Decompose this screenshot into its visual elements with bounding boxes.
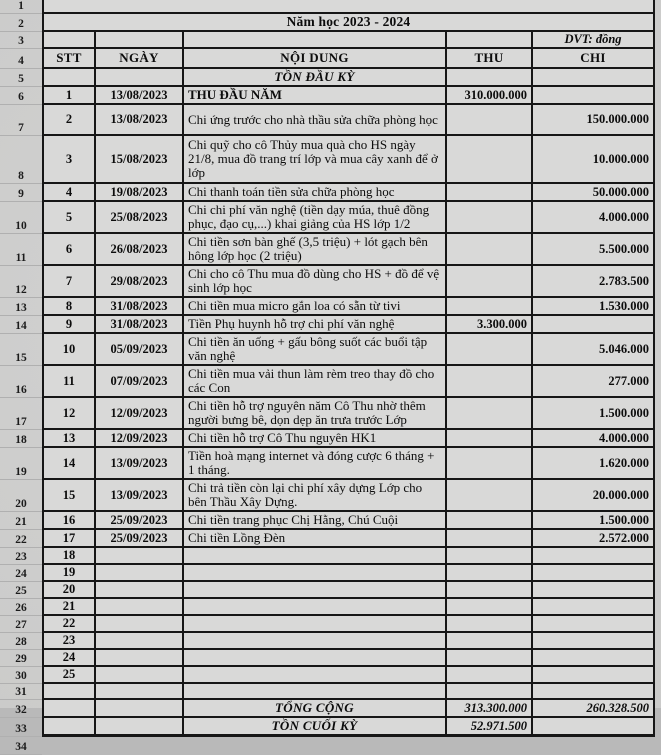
total-row <box>0 700 655 718</box>
cell-desc[interactable]: Chi quỹ cho cô Thủy mua quà cho HS ngày 21/8, mua đồ trang trí lớp và mua cây xanh để ở lớp <box>184 136 447 184</box>
cell-stt[interactable]: 18 <box>42 548 96 565</box>
cell-date[interactable]: 31/08/2023 <box>96 316 184 334</box>
cell-stt[interactable]: 7 <box>42 266 96 298</box>
table-row <box>0 105 655 136</box>
cell-chi[interactable]: 2.572.000 <box>533 530 655 548</box>
cell-thu[interactable] <box>447 480 533 512</box>
cell-thu[interactable] <box>447 69 533 87</box>
cell-date[interactable] <box>96 548 184 565</box>
cell-stt[interactable]: 9 <box>42 316 96 334</box>
cell-desc[interactable]: Chi tiền hỗ trợ nguyên năm Cô Thu nhờ thêm người bưng bê, dọn dẹp ăn trưa trước Lớp <box>184 398 447 430</box>
section-row <box>0 69 655 87</box>
cell-date[interactable] <box>96 616 184 633</box>
row-number[interactable]: 29 <box>0 650 42 667</box>
cell-desc[interactable]: Tiền Phụ huynh hỗ trợ chi phí văn nghệ <box>184 316 447 334</box>
table-row <box>0 298 655 316</box>
cell-date[interactable] <box>96 684 184 700</box>
table-row <box>0 582 655 599</box>
cell-desc[interactable]: Chi thanh toán tiền sửa chữa phòng học <box>184 184 447 202</box>
cell-stt[interactable]: 17 <box>42 530 96 548</box>
row-number[interactable]: 6 <box>0 87 42 105</box>
closing-row <box>0 718 655 737</box>
cell-chi[interactable]: 2.783.500 <box>533 266 655 298</box>
cell-thu[interactable] <box>447 616 533 633</box>
row-number[interactable]: 28 <box>0 633 42 650</box>
cell-thu[interactable] <box>447 599 533 616</box>
row-number[interactable]: 1 <box>0 0 42 14</box>
row-number[interactable]: 4 <box>0 49 42 69</box>
cell-desc[interactable]: Tiền hoà mạng internet và đóng cược 6 tháng + 1 tháng. <box>184 448 447 480</box>
cell-thu[interactable] <box>447 565 533 582</box>
cell-date[interactable] <box>96 633 184 650</box>
cell-date[interactable] <box>96 718 184 737</box>
cell-date[interactable]: 29/08/2023 <box>96 266 184 298</box>
row-number[interactable]: 21 <box>0 512 42 530</box>
cell-stt[interactable]: 8 <box>42 298 96 316</box>
cell-chi[interactable] <box>533 548 655 565</box>
cell-date[interactable]: 25/08/2023 <box>96 202 184 234</box>
table-row <box>0 616 655 633</box>
cell-chi[interactable] <box>533 616 655 633</box>
row-number[interactable]: 12 <box>0 266 42 298</box>
row-number[interactable]: 5 <box>0 69 42 87</box>
total-thu-cell[interactable]: 313.300.000 <box>447 700 533 718</box>
cell-stt[interactable]: 22 <box>42 616 96 633</box>
cell-desc[interactable] <box>184 667 447 684</box>
cell-date[interactable]: 13/09/2023 <box>96 448 184 480</box>
cell-date[interactable]: 12/09/2023 <box>96 398 184 430</box>
row-number[interactable]: 10 <box>0 202 42 234</box>
cell-date[interactable] <box>96 582 184 599</box>
cell-stt[interactable]: 6 <box>42 234 96 266</box>
cell-chi[interactable] <box>533 667 655 684</box>
cell-date[interactable]: 19/08/2023 <box>96 184 184 202</box>
table-row <box>0 448 655 480</box>
header-ngay[interactable]: NGÀY <box>96 49 184 69</box>
cell-thu[interactable] <box>447 684 533 700</box>
unit-row <box>0 32 655 49</box>
cell-desc[interactable]: Chi ứng trước cho nhà thầu sửa chữa phòng học <box>184 105 447 136</box>
header-stt[interactable]: STT <box>42 49 96 69</box>
cell-stt[interactable]: 1 <box>42 87 96 105</box>
cell-date[interactable]: 15/08/2023 <box>96 136 184 184</box>
cell-thu[interactable] <box>447 202 533 234</box>
cell-stt[interactable]: 2 <box>42 105 96 136</box>
table-row <box>0 234 655 266</box>
cell-stt[interactable]: 24 <box>42 650 96 667</box>
table-row <box>0 684 655 700</box>
cell-desc[interactable]: Chi trả tiền còn lại chi phí xây dựng Lớp cho bên Thầu Xây Dựng. <box>184 480 447 512</box>
table-row <box>0 202 655 234</box>
cell-desc[interactable]: Chi tiền sơn bàn ghế (3,5 triệu) + lót gạch bên hông lớp học (2 triệu) <box>184 234 447 266</box>
row-number[interactable]: 15 <box>0 334 42 366</box>
row-number[interactable]: 16 <box>0 366 42 398</box>
table-row <box>0 366 655 398</box>
table-row <box>0 334 655 366</box>
cell-thu[interactable] <box>447 582 533 599</box>
cell-stt[interactable] <box>42 684 96 700</box>
table-body <box>0 87 661 700</box>
cell-chi[interactable]: 4.000.000 <box>533 202 655 234</box>
cell-desc[interactable]: Chi tiền mua vải thun làm rèm treo thay đồ cho các Con <box>184 366 447 398</box>
table-row <box>0 398 655 430</box>
table-row <box>0 266 655 298</box>
cell-desc[interactable]: THU ĐẦU NĂM <box>184 87 447 105</box>
cell-desc[interactable]: Chi chi phí văn nghệ (tiền dạy múa, thuê đồng phục, đạo cụ,...) khai giảng của HS lớp 1/2 <box>184 202 447 234</box>
cell-thu[interactable] <box>447 650 533 667</box>
section-label-cell[interactable]: TỒN ĐẦU KỲ <box>184 69 447 87</box>
row-number[interactable]: 27 <box>0 616 42 633</box>
row-number[interactable]: 2 <box>0 14 42 32</box>
cell-date[interactable] <box>96 700 184 718</box>
cell-thu[interactable]: 310.000.000 <box>447 87 533 105</box>
cell-date[interactable]: 26/08/2023 <box>96 234 184 266</box>
cell-chi[interactable] <box>533 650 655 667</box>
cell-stt[interactable] <box>42 700 96 718</box>
cell-thu[interactable] <box>447 234 533 266</box>
cell-desc[interactable]: Chi tiền mua micro gắn loa có sẵn từ tivi <box>184 298 447 316</box>
table-row <box>0 548 655 565</box>
cell-thu[interactable] <box>447 430 533 448</box>
cell-desc[interactable] <box>184 582 447 599</box>
closing-thu-cell[interactable]: 52.971.500 <box>447 718 533 737</box>
cell-above-title[interactable] <box>42 0 655 14</box>
cell-stt[interactable]: 10 <box>42 334 96 366</box>
cell-thu[interactable] <box>447 530 533 548</box>
row-number[interactable]: 8 <box>0 136 42 184</box>
cell-chi[interactable]: 277.000 <box>533 366 655 398</box>
cell-chi[interactable] <box>533 87 655 105</box>
cell-thu[interactable] <box>447 398 533 430</box>
table-row-1 <box>0 0 655 14</box>
cell-thu[interactable] <box>447 667 533 684</box>
row-number[interactable]: 31 <box>0 684 42 700</box>
row-number[interactable]: 19 <box>0 448 42 480</box>
row-number[interactable]: 22 <box>0 530 42 548</box>
cell-chi[interactable]: 1.530.000 <box>533 298 655 316</box>
empty-area <box>42 737 655 755</box>
table-row <box>0 430 655 448</box>
table-row <box>0 650 655 667</box>
cell-date[interactable]: 13/08/2023 <box>96 105 184 136</box>
cell-chi[interactable] <box>533 684 655 700</box>
cell-chi[interactable]: 10.000.000 <box>533 136 655 184</box>
table-row <box>0 565 655 582</box>
cell-thu[interactable] <box>447 548 533 565</box>
row-number[interactable]: 26 <box>0 599 42 616</box>
cell-stt[interactable]: 25 <box>42 667 96 684</box>
cell-thu[interactable] <box>447 448 533 480</box>
cell-date[interactable] <box>96 599 184 616</box>
cell-date[interactable] <box>96 69 184 87</box>
cell-date[interactable] <box>96 565 184 582</box>
total-label-cell[interactable]: TỔNG CỘNG <box>184 700 447 718</box>
row-number[interactable]: 7 <box>0 105 42 136</box>
cell-desc[interactable] <box>184 599 447 616</box>
cell-desc[interactable] <box>184 616 447 633</box>
table-row <box>0 87 655 105</box>
cell-stt[interactable] <box>42 69 96 87</box>
row-number[interactable]: 30 <box>0 667 42 684</box>
table-row <box>0 633 655 650</box>
cell-thu[interactable] <box>447 136 533 184</box>
cell-stt[interactable] <box>42 32 96 49</box>
cell-stt[interactable]: 12 <box>42 398 96 430</box>
title-row <box>0 14 655 32</box>
cell-chi[interactable]: 1.500.000 <box>533 512 655 530</box>
cell-chi[interactable]: 20.000.000 <box>533 480 655 512</box>
cell-desc[interactable]: Chi tiền hỗ trợ Cô Thu nguyên HK1 <box>184 430 447 448</box>
cell-date[interactable]: 05/09/2023 <box>96 334 184 366</box>
cell-date[interactable] <box>96 32 184 49</box>
cell-desc[interactable] <box>184 650 447 667</box>
cell-chi[interactable]: 5.046.000 <box>533 334 655 366</box>
cell-desc[interactable]: Chi tiền trang phục Chị Hằng, Chú Cuội <box>184 512 447 530</box>
row-number[interactable]: 33 <box>0 718 42 737</box>
cell-thu[interactable] <box>447 298 533 316</box>
cell-thu[interactable] <box>447 32 533 49</box>
table-row <box>0 599 655 616</box>
row-number[interactable]: 34 <box>0 737 42 755</box>
cell-thu[interactable] <box>447 334 533 366</box>
cell-stt[interactable]: 3 <box>42 136 96 184</box>
cell-date[interactable]: 25/09/2023 <box>96 530 184 548</box>
cell-desc[interactable] <box>184 548 447 565</box>
cell-chi[interactable]: 1.620.000 <box>533 448 655 480</box>
cell-desc[interactable] <box>184 633 447 650</box>
row-number[interactable]: 20 <box>0 480 42 512</box>
header-noi-dung[interactable]: NỘI DUNG <box>184 49 447 69</box>
cell-date[interactable] <box>96 650 184 667</box>
cell-date[interactable] <box>96 667 184 684</box>
header-thu[interactable]: THU <box>447 49 533 69</box>
table-row-34 <box>0 737 655 755</box>
table-row <box>0 667 655 684</box>
cell-chi[interactable] <box>533 633 655 650</box>
cell-date[interactable]: 13/08/2023 <box>96 87 184 105</box>
row-number[interactable]: 9 <box>0 184 42 202</box>
cell-chi[interactable]: 5.500.000 <box>533 234 655 266</box>
total-chi-cell[interactable]: 260.328.500 <box>533 700 655 718</box>
cell-desc[interactable] <box>184 565 447 582</box>
row-number[interactable]: 14 <box>0 316 42 334</box>
cell-thu[interactable] <box>447 633 533 650</box>
cell-date[interactable]: 31/08/2023 <box>96 298 184 316</box>
cell-stt[interactable]: 14 <box>42 448 96 480</box>
cell-desc[interactable]: Chi tiền Lồng Đèn <box>184 530 447 548</box>
cell-chi[interactable] <box>533 599 655 616</box>
cell-stt[interactable]: 23 <box>42 633 96 650</box>
cell-date[interactable]: 07/09/2023 <box>96 366 184 398</box>
cell-chi[interactable]: 4.000.000 <box>533 430 655 448</box>
cell-chi[interactable] <box>533 316 655 334</box>
table-row <box>0 512 655 530</box>
closing-label-cell[interactable]: TỒN CUỐI KỲ <box>184 718 447 737</box>
row-number[interactable]: 11 <box>0 234 42 266</box>
title-cell[interactable]: Năm học 2023 - 2024 <box>42 14 655 32</box>
cell-stt[interactable]: 11 <box>42 366 96 398</box>
closing-chi-cell[interactable] <box>533 718 655 737</box>
cell-chi[interactable] <box>533 69 655 87</box>
cell-stt[interactable] <box>42 718 96 737</box>
cell-desc[interactable]: Chi tiền ăn uống + gấu bông suốt các buổi tập văn nghệ <box>184 334 447 366</box>
cell-stt[interactable]: 21 <box>42 599 96 616</box>
row-number[interactable]: 17 <box>0 398 42 430</box>
cell-desc[interactable] <box>184 32 447 49</box>
cell-date[interactable]: 13/09/2023 <box>96 480 184 512</box>
cell-date[interactable]: 25/09/2023 <box>96 512 184 530</box>
cell-stt[interactable]: 13 <box>42 430 96 448</box>
cell-thu[interactable] <box>447 184 533 202</box>
header-chi[interactable]: CHI <box>533 49 655 69</box>
cell-stt[interactable]: 5 <box>42 202 96 234</box>
row-number[interactable]: 3 <box>0 32 42 49</box>
header-row <box>0 49 655 69</box>
table-row <box>0 184 655 202</box>
table-row <box>0 530 655 548</box>
row-number[interactable]: 23 <box>0 548 42 565</box>
row-number[interactable]: 32 <box>0 700 42 718</box>
cell-chi[interactable]: 1.500.000 <box>533 398 655 430</box>
cell-thu[interactable] <box>447 366 533 398</box>
cell-chi[interactable]: 150.000.000 <box>533 105 655 136</box>
table-row <box>0 136 655 184</box>
cell-stt[interactable]: 19 <box>42 565 96 582</box>
cell-stt[interactable]: 4 <box>42 184 96 202</box>
cell-chi[interactable]: 50.000.000 <box>533 184 655 202</box>
cell-stt[interactable]: 20 <box>42 582 96 599</box>
row-number[interactable]: 18 <box>0 430 42 448</box>
row-number[interactable]: 25 <box>0 582 42 599</box>
unit-label-cell[interactable]: DVT: đồng <box>533 32 655 49</box>
cell-thu[interactable] <box>447 266 533 298</box>
cell-stt[interactable]: 15 <box>42 480 96 512</box>
cell-stt[interactable]: 16 <box>42 512 96 530</box>
cell-desc[interactable] <box>184 684 447 700</box>
row-number[interactable]: 24 <box>0 565 42 582</box>
table-row <box>0 316 655 334</box>
cell-thu[interactable]: 3.300.000 <box>447 316 533 334</box>
cell-thu[interactable] <box>447 105 533 136</box>
cell-desc[interactable]: Chi cho cô Thu mua đồ dùng cho HS + đồ để vệ sinh lớp học <box>184 266 447 298</box>
cell-chi[interactable] <box>533 582 655 599</box>
cell-chi[interactable] <box>533 565 655 582</box>
cell-date[interactable]: 12/09/2023 <box>96 430 184 448</box>
table-row <box>0 480 655 512</box>
row-number[interactable]: 13 <box>0 298 42 316</box>
cell-thu[interactable] <box>447 512 533 530</box>
